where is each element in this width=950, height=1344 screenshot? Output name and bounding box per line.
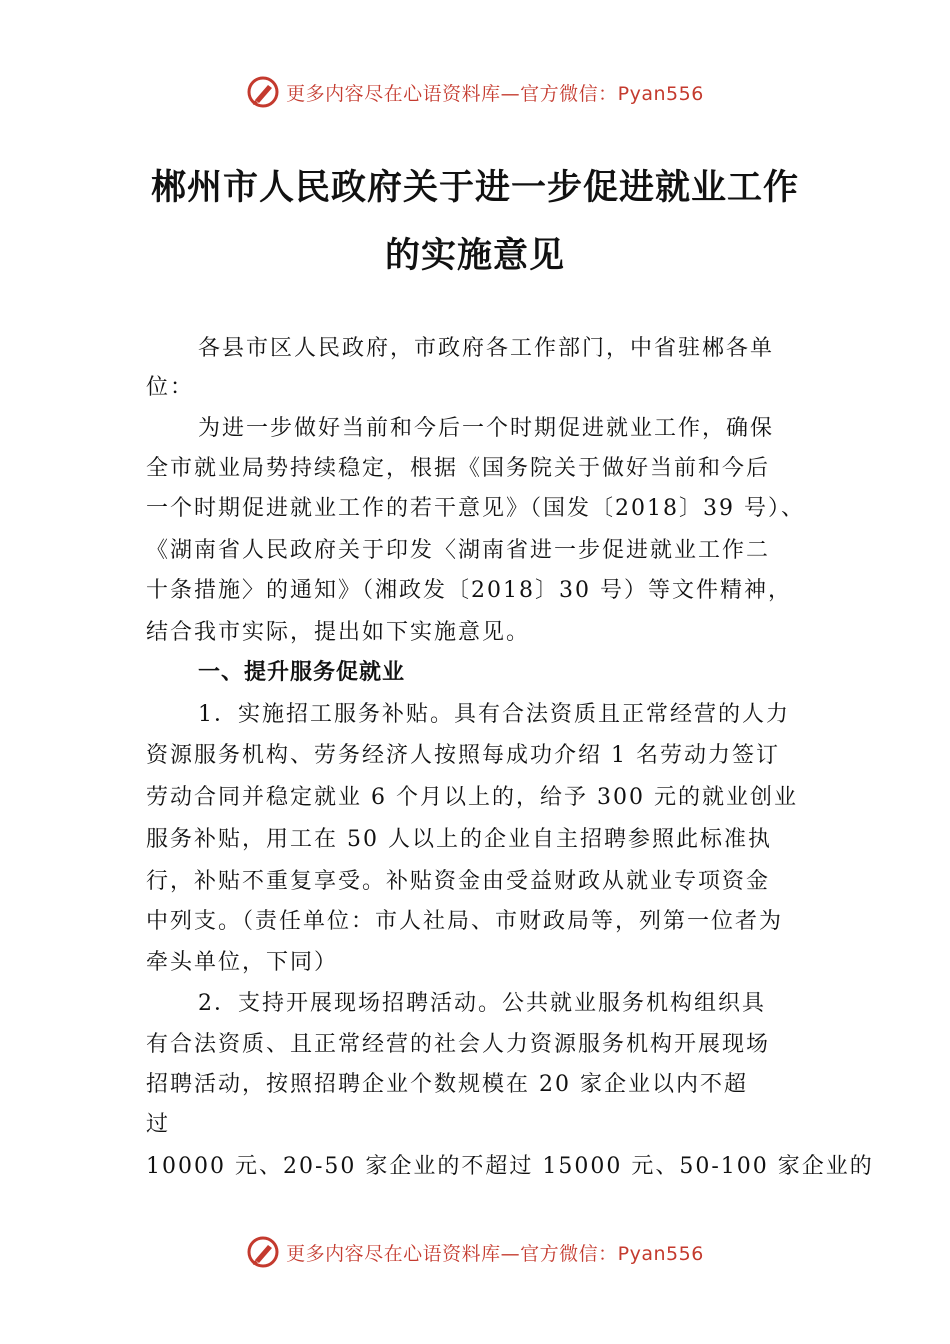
body-line: 有合法资质、且正常经营的社会人力资源服务机构开展现场 (146, 1032, 771, 1057)
watermark-banner-top (0, 72, 950, 112)
body-line: 牵头单位，下同） (146, 950, 339, 975)
section-heading: 一、提升服务促就业 (198, 660, 406, 685)
document-title-line-2: 的实施意见 (384, 235, 565, 276)
watermark-text: 更多内容尽在心语资料库—官方微信：Pyan556 (286, 82, 704, 105)
wechat-id: Pyan556 (617, 82, 704, 105)
pen-circle-logo-icon (246, 75, 280, 109)
document-title-line-1: 郴州市人民政府关于进一步促进就业工作 (150, 167, 799, 208)
body-line: 过 (146, 1112, 171, 1137)
watermark-text: 更多内容尽在心语资料库—官方微信：Pyan556 (286, 1242, 704, 1265)
body-line: 为进一步做好当前和今后一个时期促进就业工作，确保 (198, 416, 775, 441)
body-line: 结合我市实际，提出如下实施意见。 (146, 620, 531, 645)
body-line: 2．支持开展现场招聘活动。公共就业服务机构组织具 (198, 991, 766, 1016)
body-line: 劳动合同并稳定就业 6 个月以上的，给予 300 元的就业创业 (146, 785, 798, 810)
body-line: 招聘活动，按照招聘企业个数规模在 20 家企业以内不超 (146, 1072, 748, 1097)
body-line: 资源服务机构、劳务经济人按照每成功介绍 1 名劳动力签订 (146, 743, 780, 768)
pen-circle-logo-icon (246, 1235, 280, 1269)
body-line: 行，补贴不重复享受。补贴资金由受益财政从就业专项资金 (146, 869, 771, 894)
body-line: 服务补贴，用工在 50 人以上的企业自主招聘参照此标准执 (146, 827, 772, 852)
body-line: 位： (146, 375, 195, 400)
body-line: 一个时期促进就业工作的若干意见》（国发〔2018〕39 号）、 (146, 496, 805, 521)
body-line: 全市就业局势持续稳定，根据《国务院关于做好当前和今后 (146, 456, 771, 481)
body-line: 《湖南省人民政府关于印发〈湖南省进一步促进就业工作二 (146, 538, 771, 563)
wechat-id: Pyan556 (617, 1242, 704, 1265)
body-line: 各县市区人民政府，市政府各工作部门，中省驻郴各单 (198, 336, 775, 361)
body-line: 1．实施招工服务补贴。具有合法资质且正常经营的人力 (198, 702, 790, 727)
body-line: 十条措施〉的通知》（湘政发〔2018〕30 号）等文件精神， (146, 578, 792, 603)
watermark-banner-bottom (0, 1232, 950, 1272)
body-line: 中列支。（责任单位：市人社局、市财政局等，列第一位者为 (146, 909, 784, 934)
body-line: 10000 元、20-50 家企业的不超过 15000 元、50-100 家企业的 (146, 1154, 874, 1179)
